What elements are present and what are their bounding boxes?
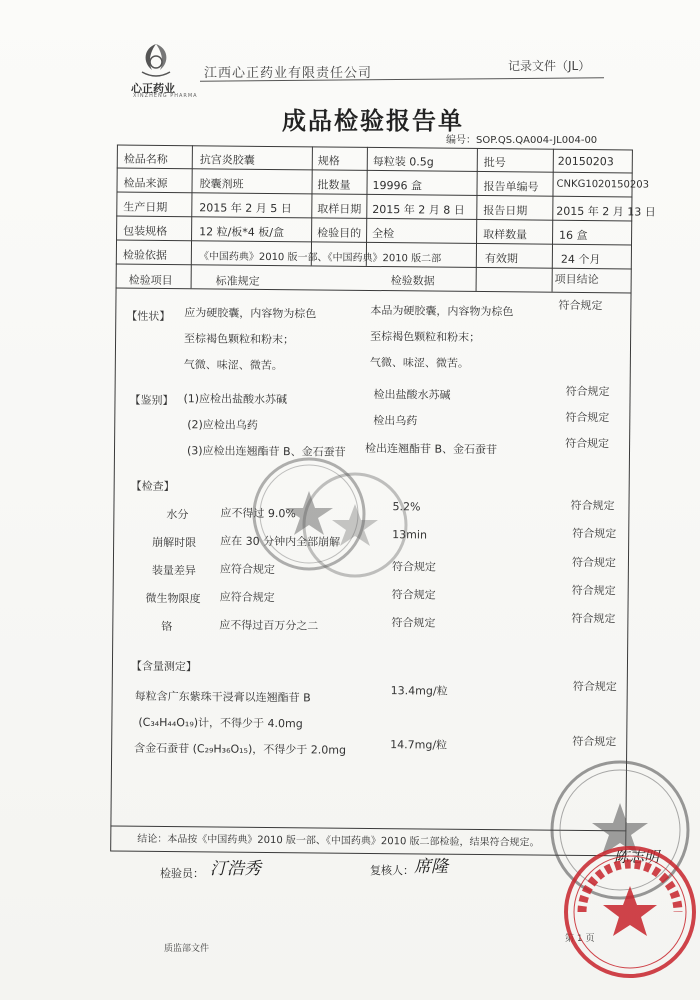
validity-label: 有效期 [484, 252, 518, 266]
header-data: 检验数据 [390, 274, 435, 288]
quantity-value: 19996 盒 [372, 178, 423, 193]
check-std-2: 应在 30 分钟内全部崩解 [220, 534, 341, 549]
header-item: 检验项目 [128, 273, 173, 288]
source-value: 胶囊剂班 [199, 177, 244, 191]
identify-conclusion-3: 符合规定 [565, 436, 610, 451]
report-number-label: 报告单编号 [483, 180, 539, 194]
spec-label: 规格 [317, 154, 340, 168]
check-conclusion-2: 符合规定 [572, 526, 617, 541]
traits-std-2: 至棕褐色颗粒和粉末； [184, 332, 295, 347]
traits-std-3: 气微、味涩、微苦。 [183, 358, 283, 373]
sampling-date-value: 2015 年 2 月 8 日 [372, 202, 465, 217]
identify-data-2: 检出乌药 [373, 413, 418, 428]
check-name-4: 微生物限度 [145, 591, 201, 606]
traits-data-2: 至棕褐色颗粒和粉末； [370, 329, 481, 345]
identify-conclusion-2: 符合规定 [565, 410, 610, 425]
identify-conclusion-1: 符合规定 [565, 384, 610, 399]
check-data-2: 13min [392, 528, 428, 542]
traits-conclusion: 符合规定 [558, 298, 603, 313]
sampling-date-label: 取样日期 [317, 202, 362, 216]
section-check: 【检查】 [130, 479, 175, 494]
sample-qty-value: 16 盒 [559, 228, 588, 243]
inspector-label: 检验员： [160, 867, 204, 880]
section-traits: 【性状】 [126, 309, 171, 324]
check-name-5: 铬 [161, 619, 173, 634]
sample-qty-label: 取样数量 [483, 228, 528, 242]
footer-page: 第 1 页 [565, 934, 595, 944]
table-border-top [117, 145, 633, 151]
production-date-value: 2015 年 2 月 5 日 [199, 201, 292, 216]
assay-conclusion-1: 符合规定 [572, 679, 617, 694]
basis-value: 《中国药典》2010 版一部、《中国药典》2010 版二部 [198, 251, 442, 265]
check-std-1: 应不得过 9.0% [220, 506, 296, 521]
check-std-5: 应不得过百万分之二 [219, 618, 319, 633]
spec-value: 每粒装 0.5g [372, 154, 434, 169]
row-divider [116, 264, 632, 270]
final-conclusion: 结论：本品按《中国药典》2010 版一部、《中国药典》2010 版二部检验，结果符合规定。 [137, 833, 540, 849]
check-name-3: 装量差异 [151, 563, 196, 578]
logo-subtext: XINZHENG PHARMA [133, 93, 198, 99]
quality-seal-stamp [560, 842, 700, 982]
batch-value: 20150203 [557, 154, 614, 169]
company-name: 江西心正药业有限责任公司 [204, 66, 373, 81]
basis-label: 检验依据 [122, 248, 167, 262]
table-border-left [110, 145, 118, 851]
footer-left: 质监部文件 [164, 944, 210, 954]
assay-conclusion-2: 符合规定 [572, 734, 617, 749]
product-label: 检品名称 [123, 152, 168, 167]
identify-std-3: (3)应检出连翘酯苷 B、金石蚕苷 [186, 444, 346, 459]
packaging-label: 包装规格 [123, 224, 168, 238]
logo-text: 心正药业 [131, 82, 175, 95]
document-number: 编号：SOP.QS.QA004-JL004-00 [446, 135, 598, 146]
report-date-label: 报告日期 [483, 204, 528, 218]
check-data-1: 5.2% [392, 500, 421, 514]
source-label: 检品来源 [123, 176, 168, 191]
reviewer-signature: 席隆 [414, 857, 448, 877]
report-title: 成品检验报告单 [282, 107, 464, 135]
assay-std-1a: 每粒含广东紫珠干浸膏以连翘酯苷 B [134, 689, 311, 705]
product-value: 抗宫炎胶囊 [199, 153, 255, 167]
assay-data-2: 14.7mg/粒 [390, 738, 448, 752]
row-divider [116, 288, 632, 294]
report-number-value: CNKG1020150203 [556, 178, 650, 191]
identify-std-1: (1)应检出盐酸水苏碱 [183, 392, 288, 407]
reviewer-label: 复核人： [370, 864, 414, 877]
assay-std-1b: (C₃₄H₄₄O₁₉)计，不得少于 4.0mg [138, 715, 303, 731]
quantity-label: 批数量 [317, 178, 351, 192]
check-conclusion-1: 符合规定 [570, 498, 615, 513]
check-data-5: 符合规定 [391, 616, 436, 630]
header-standard: 标准规定 [215, 274, 260, 288]
table-border-right [625, 149, 633, 855]
check-conclusion-4: 符合规定 [571, 583, 616, 598]
assay-std-2: 含金石蚕苷 (C₂₉H₃₆O₁₅)，不得少于 2.0mg [134, 741, 347, 757]
traits-data-3: 气微、味涩、微苦。 [369, 355, 469, 370]
identify-data-1: 检出盐酸水苏碱 [373, 387, 451, 402]
check-name-1: 水分 [166, 508, 189, 522]
check-std-3: 应符合规定 [219, 562, 275, 577]
production-date-label: 生产日期 [123, 200, 168, 214]
purpose-value: 全检 [372, 226, 395, 241]
approver-signature: 陈志明 [614, 848, 660, 866]
validity-value: 24 个月 [560, 252, 601, 267]
assay-data-1: 13.4mg/粒 [390, 684, 448, 698]
batch-label: 批号 [483, 156, 506, 170]
traits-data-1: 本品为硬胶囊，内容物为棕色 [370, 303, 514, 319]
record-label: 记录文件（JL） [508, 59, 591, 73]
traits-std-1: 应为硬胶囊，内容物为棕色 [184, 306, 317, 321]
check-conclusion-3: 符合规定 [571, 555, 617, 570]
inspector-signature: 汀浩秀 [210, 859, 261, 879]
identify-data-3: 检出连翘酯苷 B、金石蚕苷 [364, 441, 498, 457]
section-identify: 【鉴别】 [129, 393, 174, 408]
check-name-2: 崩解时限 [152, 535, 197, 550]
report-date-value: 2015 年 2 月 13 日 [556, 204, 656, 219]
check-conclusion-5: 符合规定 [571, 611, 616, 626]
check-data-4: 符合规定 [391, 588, 436, 602]
header-conclusion: 项目结论 [554, 272, 599, 287]
check-std-4: 应符合规定 [219, 590, 275, 605]
check-data-3: 符合规定 [391, 560, 436, 574]
identify-std-2: (2)应检出乌药 [187, 418, 258, 432]
packaging-value: 12 粒/板*4 板/盒 [199, 225, 285, 240]
section-assay: 【含量测定】 [130, 659, 197, 674]
company-seal-stamp-2 [300, 470, 410, 580]
purpose-label: 检验目的 [317, 226, 362, 240]
